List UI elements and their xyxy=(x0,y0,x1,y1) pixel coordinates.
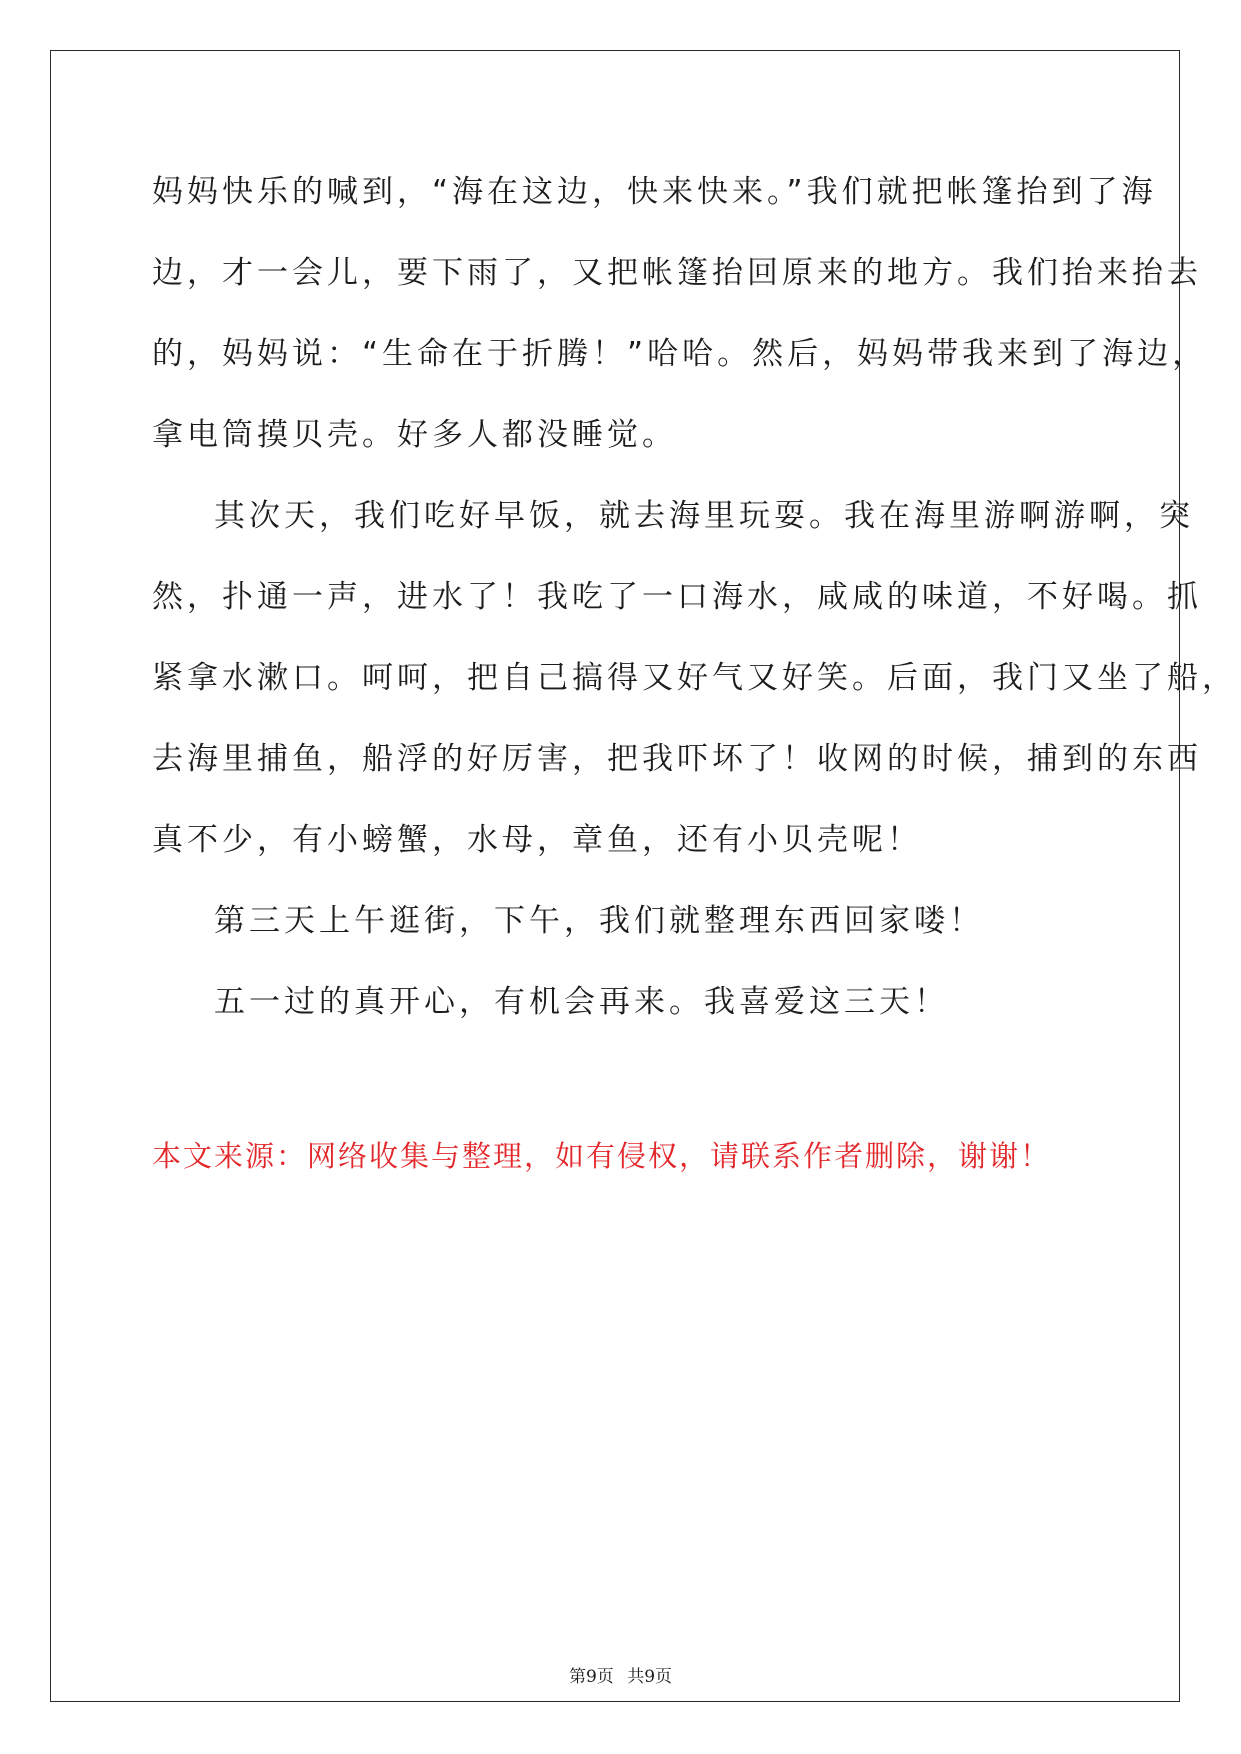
paragraph-line: 妈妈快乐的喊到，“海在这边，快来快来。”我们就把帐篷抬到了海 xyxy=(152,174,1157,210)
paragraph-line: 边，才一会儿，要下雨了，又把帐篷抬回原来的地方。我们抬来抬去 xyxy=(152,255,1202,291)
paragraph-line: 然，扑通一声，进水了！我吃了一口海水，咸咸的味道，不好喝。抓 xyxy=(152,579,1202,615)
source-note: 本文来源：网络收集与整理，如有侵权，请联系作者删除，谢谢！ xyxy=(152,1139,1052,1173)
page-border xyxy=(50,50,1180,1702)
current-page-number: 第9页 xyxy=(568,1667,614,1687)
paragraph-line: 其次天，我们吃好早饭，就去海里玩耍。我在海里游啊游啊，突 xyxy=(214,498,1194,534)
paragraph-line: 紧拿水漱口。呵呵，把自己搞得又好气又好笑。后面，我门又坐了船， xyxy=(152,660,1237,696)
paragraph-line: 去海里捕鱼，船浮的好厉害，把我吓坏了！收网的时候，捕到的东西 xyxy=(152,741,1202,777)
total-page-count: 共9页 xyxy=(627,1667,673,1687)
paragraph-line: 的，妈妈说：“生命在于折腾！”哈哈。然后，妈妈带我来到了海边， xyxy=(152,336,1208,372)
paragraph-line: 五一过的真开心，有机会再来。我喜爱这三天！ xyxy=(214,984,949,1020)
paragraph-line: 第三天上午逛街，下午，我们就整理东西回家喽！ xyxy=(214,903,984,939)
paragraph-line: 拿电筒摸贝壳。好多人都没睡觉。 xyxy=(152,417,677,453)
page-footer xyxy=(0,1665,1241,1689)
paragraph-line: 真不少，有小螃蟹，水母，章鱼，还有小贝壳呢！ xyxy=(152,822,922,858)
